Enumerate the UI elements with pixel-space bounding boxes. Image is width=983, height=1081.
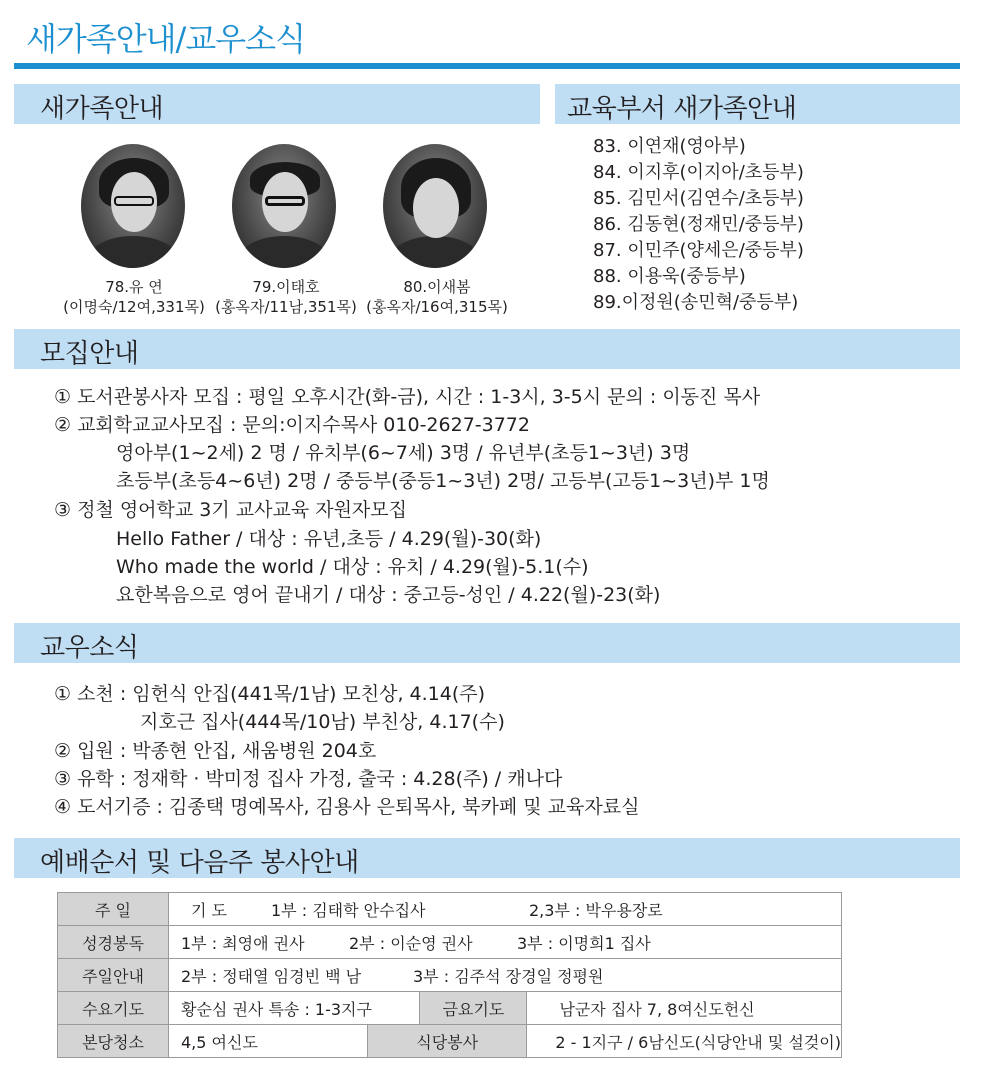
recruit-header	[14, 329, 960, 369]
table-row	[58, 893, 842, 926]
news-line: 지호근 집사(444목/10남) 부친상, 4.17(수)	[140, 711, 505, 733]
cell-text: 2,3부 : 박우용장로	[529, 900, 663, 920]
edu-family-header	[555, 84, 960, 124]
row-label: 주일안내	[58, 959, 169, 992]
cell-text: 3부 : 이명희1 집사	[517, 933, 651, 953]
list-item: 83. 이연재(영아부)	[593, 136, 746, 157]
recruit-line: Hello Father / 대상 : 유년,초등 / 4.29(월)-30(화)	[116, 528, 542, 550]
recruit-line: ① 도서관봉사자 모집 : 평일 오후시간(화-금), 시간 : 1-3시, 3-5시 문의 : 이동진 목사	[54, 386, 761, 408]
table-row	[58, 959, 842, 992]
news-heading: 교우소식	[40, 633, 139, 663]
member-name: 78.유 연	[105, 278, 163, 296]
edu-family-list	[593, 134, 804, 316]
member-detail: (홍옥자/11남,351목)	[215, 298, 357, 316]
row-label: 식당봉사	[368, 1025, 527, 1058]
table-row	[58, 992, 842, 1025]
list-item: 86. 김동현(정재민/중등부)	[593, 214, 804, 235]
list-item: 89.이정원(송민혁/중등부)	[593, 292, 799, 313]
cell-text: 3부 : 김주석 장경일 정평원	[413, 966, 604, 986]
recruit-line: 영아부(1~2세) 2 명 / 유치부(6~7세) 3명 / 유년부(초등1~3년) 3명	[116, 442, 691, 464]
member-photo-80	[383, 144, 487, 268]
recruit-line: Who made the world / 대상 : 유치 / 4.29(월)-5.1(수)	[116, 556, 589, 578]
table-cell	[169, 926, 842, 959]
title-divider	[14, 63, 960, 69]
news-line: ② 입원 : 박종현 안집, 새움병원 204호	[54, 740, 377, 762]
recruit-line: ② 교회학교교사모집 : 문의:이지수목사 010-2627-3772	[54, 414, 530, 436]
row-label: 수요기도	[58, 992, 169, 1025]
row-label: 성경봉독	[58, 926, 169, 959]
list-item: 88. 이용욱(중등부)	[593, 266, 746, 287]
table-cell	[169, 893, 842, 926]
member-photo-79	[232, 144, 336, 268]
table-cell: 2 - 1지구 / 6남신도(식당안내 및 설겆이)	[527, 1025, 842, 1058]
table-cell	[169, 959, 842, 992]
row-label: 주 일	[58, 893, 169, 926]
recruit-line: 초등부(초등4~6년) 2명 / 중등부(중등1~3년) 2명/ 고등부(고등1~3년)부 1명	[116, 470, 770, 492]
cell-text: 기 도	[191, 900, 227, 920]
recruit-line: ③ 정철 영어학교 3기 교사교육 자원자모집	[54, 499, 407, 521]
row-label: 본당청소	[58, 1025, 169, 1058]
page-title: 새가족안내/교우소식	[26, 20, 305, 58]
row-label: 금요기도	[420, 992, 527, 1025]
member-name: 80.이새봄	[403, 278, 471, 296]
member-photo-78	[81, 144, 185, 268]
recruit-heading: 모집안내	[40, 339, 139, 369]
news-line: ④ 도서기증 : 김종택 명예목사, 김용사 은퇴목사, 북카페 및 교육자료실	[54, 796, 640, 818]
list-item: 84. 이지후(이지아/초등부)	[593, 162, 804, 183]
service-table	[57, 892, 842, 1058]
new-family-heading: 새가족안내	[40, 94, 164, 124]
news-header	[14, 623, 960, 663]
table-cell: 남군자 집사 7, 8여신도헌신	[527, 992, 842, 1025]
service-heading: 예배순서 및 다음주 봉사안내	[40, 848, 359, 878]
service-header	[14, 838, 960, 878]
list-item: 87. 이민주(양세은/중등부)	[593, 240, 804, 261]
member-detail: (이명숙/12여,331목)	[63, 298, 205, 316]
cell-text: 2부 : 정태열 임경빈 백 남	[181, 966, 362, 986]
cell-text: 1부 : 최영애 권사	[181, 933, 305, 953]
list-item: 85. 김민서(김연수/초등부)	[593, 188, 804, 209]
news-line: ① 소천 : 임헌식 안집(441목/1남) 모친상, 4.14(주)	[54, 683, 486, 705]
cell-text: 2부 : 이순영 권사	[349, 933, 473, 953]
table-row	[58, 926, 842, 959]
member-name: 79.이태호	[252, 278, 320, 296]
recruit-line: 요한복음으로 영어 끝내기 / 대상 : 중고등-성인 / 4.22(월)-23(화)	[116, 584, 661, 606]
table-cell: 황순심 권사 특송 : 1-3지구	[169, 992, 420, 1025]
new-family-header	[14, 84, 540, 124]
cell-text: 1부 : 김태학 안수집사	[271, 900, 426, 920]
table-cell: 4,5 여신도	[169, 1025, 368, 1058]
member-detail: (홍옥자/16여,315목)	[366, 298, 508, 316]
table-row	[58, 1025, 842, 1058]
news-line: ③ 유학 : 정재학 · 박미정 집사 가정, 출국 : 4.28(주) / 캐나다	[54, 768, 563, 790]
edu-family-heading: 교육부서 새가족안내	[567, 94, 797, 124]
